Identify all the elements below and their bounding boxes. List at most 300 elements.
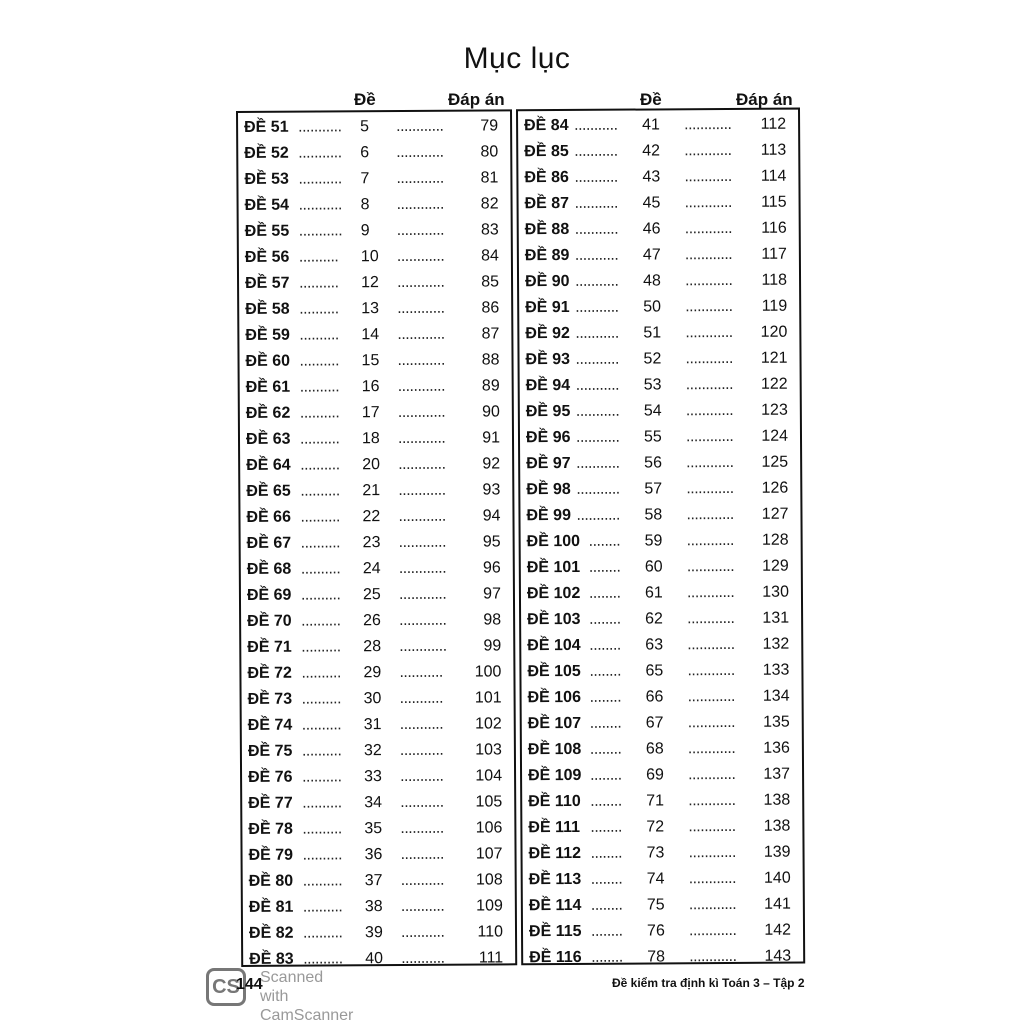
toc-entry-label: ĐỀ 103	[527, 610, 581, 629]
toc-de-page: 50	[643, 298, 662, 316]
toc-dap-an-page: 109	[476, 897, 503, 915]
toc-de-page: 20	[362, 456, 381, 474]
dot-leader: ..........	[302, 846, 343, 864]
toc-row	[240, 399, 512, 427]
toc-dap-an-page: 113	[760, 141, 787, 159]
dot-leader: ............	[687, 661, 735, 680]
dot-leader: ........	[590, 844, 623, 862]
toc-de-page: 17	[361, 404, 380, 422]
dot-leader: ............	[688, 843, 736, 862]
toc-dap-an-page: 115	[760, 193, 787, 211]
toc-de-page: 68	[645, 740, 664, 758]
toc-de-page: 56	[644, 454, 663, 472]
toc-row	[522, 684, 802, 712]
dot-leader: ............	[687, 609, 735, 628]
toc-row	[521, 528, 801, 556]
toc-row	[519, 216, 799, 244]
toc-row	[519, 242, 799, 270]
toc-de-page: 29	[363, 664, 382, 682]
dot-leader: ...........	[574, 220, 619, 238]
toc-dap-an-page: 97	[483, 585, 502, 603]
toc-row	[239, 269, 511, 297]
header-dap-an-right: Đáp án	[736, 90, 793, 109]
dot-leader: ..........	[302, 768, 342, 786]
toc-de-page: 35	[364, 820, 383, 838]
toc-row	[242, 737, 514, 765]
toc-dap-an-page: 126	[761, 479, 789, 497]
dot-leader: ............	[397, 377, 446, 396]
toc-de-page: 55	[643, 428, 662, 446]
header-de-right: Đề	[640, 90, 662, 109]
dot-leader: ............	[689, 947, 737, 966]
dot-leader: ...........	[400, 793, 444, 812]
toc-table	[236, 108, 805, 969]
toc-dap-an-page: 122	[760, 375, 788, 393]
toc-entry-label: ĐỀ 115	[528, 922, 582, 941]
toc-dap-an-page: 98	[483, 611, 502, 629]
dot-leader: ..........	[299, 404, 340, 422]
toc-de-page: 15	[361, 352, 380, 370]
dot-leader: ...........	[576, 480, 620, 498]
toc-dap-an-page: 79	[480, 117, 499, 135]
toc-entry-label: ĐỀ 57	[245, 274, 290, 292]
dot-leader: ........	[591, 948, 623, 966]
toc-row	[241, 555, 513, 583]
toc-de-page: 12	[360, 274, 379, 292]
toc-dap-an-page: 93	[482, 481, 501, 499]
page-title: Mục lục	[463, 42, 571, 75]
toc-dap-an-page: 124	[761, 427, 789, 445]
toc-de-page: 48	[642, 272, 661, 290]
dot-leader: ........	[590, 922, 623, 940]
dot-leader: ..........	[299, 300, 339, 318]
toc-de-page: 23	[362, 534, 381, 552]
toc-de-page: 51	[643, 324, 662, 342]
toc-de-page: 52	[643, 350, 662, 368]
toc-row	[518, 164, 798, 192]
toc-de-page: 75	[646, 896, 665, 914]
dot-leader: ..........	[300, 560, 341, 578]
toc-entry-label: ĐỀ 77	[248, 794, 293, 812]
toc-row	[240, 451, 512, 479]
toc-dap-an-page: 120	[760, 323, 788, 341]
toc-row	[238, 113, 510, 141]
toc-de-page: 62	[645, 610, 663, 628]
toc-row	[520, 476, 800, 504]
toc-de-page: 74	[646, 870, 665, 888]
toc-entry-label: ĐỀ 94	[525, 376, 571, 395]
dot-leader: ............	[396, 169, 444, 188]
toc-de-page: 26	[363, 612, 381, 630]
toc-entry-label: ĐỀ 100	[526, 532, 581, 551]
toc-dap-an-page: 110	[477, 923, 504, 941]
dot-leader: ............	[399, 611, 447, 630]
toc-row	[243, 893, 515, 921]
dot-leader: ........	[590, 792, 622, 810]
toc-row	[523, 892, 803, 920]
toc-entry-label: ĐỀ 82	[248, 924, 294, 942]
dot-leader: ............	[685, 297, 733, 316]
dot-leader: ..........	[303, 950, 343, 968]
toc-entry-label: ĐỀ 78	[248, 820, 293, 838]
toc-dap-an-page: 105	[475, 793, 503, 811]
toc-dap-an-page: 128	[761, 531, 789, 549]
toc-dap-an-page: 88	[481, 351, 500, 369]
toc-dap-an-page: 112	[760, 115, 787, 133]
dot-leader: ...........	[399, 689, 444, 708]
dot-leader: ...........	[574, 142, 618, 160]
dot-leader: ..........	[300, 586, 341, 604]
dot-leader: ..........	[301, 716, 342, 734]
dot-leader: ...........	[400, 819, 444, 838]
toc-entry-label: ĐỀ 52	[244, 144, 289, 162]
toc-entry-label: ĐỀ 76	[248, 768, 293, 786]
toc-entry-label: ĐỀ 92	[525, 324, 570, 343]
toc-entry-label: ĐỀ 111	[528, 818, 581, 837]
dot-leader: ............	[686, 505, 734, 524]
dot-leader: ............	[398, 533, 447, 552]
toc-de-page: 78	[647, 948, 666, 966]
toc-entry-label: ĐỀ 68	[246, 560, 292, 578]
dot-leader: ..........	[301, 638, 341, 656]
toc-de-page: 18	[361, 430, 380, 448]
toc-de-page: 39	[364, 924, 383, 942]
toc-de-page: 65	[645, 662, 664, 680]
toc-de-page: 76	[646, 922, 665, 940]
toc-de-page: 9	[360, 222, 370, 240]
toc-de-page: 36	[364, 846, 383, 864]
toc-row	[518, 112, 798, 140]
toc-row	[519, 268, 799, 296]
toc-dap-an-page: 134	[762, 687, 790, 705]
toc-column-left	[236, 109, 517, 967]
toc-dap-an-page: 135	[762, 713, 790, 731]
toc-entry-label: ĐỀ 105	[527, 662, 581, 681]
toc-row	[521, 580, 801, 608]
dot-leader: ........	[588, 558, 621, 576]
dot-leader: ............	[684, 167, 732, 186]
dot-leader: ............	[398, 455, 446, 474]
dot-leader: ............	[686, 479, 734, 498]
toc-dap-an-page: 138	[763, 817, 791, 835]
dot-leader: ............	[688, 869, 737, 888]
dot-leader: ..........	[299, 352, 340, 370]
dot-leader: ...........	[575, 298, 619, 316]
toc-row	[239, 347, 511, 375]
toc-row	[242, 711, 514, 739]
toc-row	[243, 919, 515, 947]
toc-entry-label: ĐỀ 83	[249, 950, 294, 968]
toc-entry-label: ĐỀ 75	[247, 742, 293, 760]
toc-dap-an-page: 81	[480, 169, 499, 187]
toc-de-page: 34	[364, 794, 383, 812]
dot-leader: ............	[684, 115, 732, 134]
dot-leader: ..........	[302, 872, 343, 890]
dot-leader: ............	[686, 531, 735, 550]
toc-dap-an-page: 90	[481, 403, 500, 421]
dot-leader: ...........	[575, 350, 619, 368]
dot-leader: ...........	[574, 194, 619, 212]
toc-row	[241, 529, 513, 557]
toc-dap-an-page: 127	[761, 505, 789, 523]
toc-de-page: 37	[364, 872, 383, 890]
toc-de-page: 22	[362, 508, 381, 526]
toc-entry-label: ĐỀ 98	[526, 480, 571, 499]
toc-entry-label: ĐỀ 84	[524, 116, 569, 135]
toc-de-page: 58	[644, 506, 663, 524]
toc-de-page: 47	[642, 246, 661, 264]
toc-entry-label: ĐỀ 112	[528, 844, 582, 863]
toc-row	[239, 243, 511, 271]
toc-row	[518, 190, 798, 218]
dot-leader: ..........	[299, 378, 340, 396]
toc-de-page: 6	[360, 144, 370, 162]
dot-leader: ........	[589, 714, 622, 732]
toc-dap-an-page: 86	[481, 299, 500, 317]
toc-entry-label: ĐỀ 96	[525, 428, 571, 447]
toc-row	[238, 139, 510, 167]
dot-leader: ........	[590, 870, 623, 888]
toc-entry-label: ĐỀ 53	[244, 170, 289, 188]
toc-de-page: 72	[646, 818, 665, 836]
toc-dap-an-page: 141	[764, 895, 791, 913]
toc-dap-an-page: 103	[475, 741, 502, 759]
toc-de-page: 14	[361, 326, 380, 344]
dot-leader: ............	[398, 507, 446, 526]
toc-dap-an-page: 101	[474, 689, 502, 707]
toc-de-page: 69	[646, 766, 664, 784]
toc-entry-label: ĐỀ 81	[248, 898, 294, 916]
toc-row	[519, 320, 799, 348]
dot-leader: ............	[687, 687, 735, 706]
toc-de-page: 59	[644, 532, 663, 550]
toc-entry-label: ĐỀ 73	[247, 690, 293, 708]
dot-leader: ............	[685, 427, 734, 446]
toc-row	[522, 762, 802, 790]
dot-leader: ...........	[298, 170, 342, 188]
dot-leader: ............	[687, 635, 735, 654]
toc-entry-label: ĐỀ 91	[525, 298, 570, 317]
toc-row	[242, 841, 514, 869]
toc-entry-label: ĐỀ 70	[247, 612, 292, 630]
dot-leader: ............	[685, 401, 734, 420]
dot-leader: ...........	[575, 428, 620, 446]
toc-dap-an-page: 96	[482, 559, 501, 577]
toc-entry-label: ĐỀ 85	[524, 142, 569, 161]
dot-leader: ............	[685, 349, 733, 368]
toc-entry-label: ĐỀ 107	[527, 714, 582, 733]
dot-leader: ........	[589, 636, 621, 654]
toc-entry-label: ĐỀ 54	[244, 196, 290, 214]
toc-dap-an-page: 133	[762, 661, 790, 679]
dot-leader: ........	[589, 610, 621, 628]
page-number: 144	[236, 976, 263, 993]
dot-leader: ............	[396, 117, 444, 136]
toc-row	[242, 815, 514, 843]
camscanner-text	[260, 968, 353, 1025]
dot-leader: ...........	[400, 767, 444, 786]
toc-de-page: 67	[645, 714, 664, 732]
toc-entry-label: ĐỀ 58	[245, 300, 290, 318]
dot-leader: ............	[397, 403, 446, 422]
dot-leader: ........	[589, 688, 622, 706]
dot-leader: ............	[686, 583, 735, 602]
toc-entry-label: ĐỀ 95	[525, 402, 571, 421]
toc-dap-an-page: 80	[480, 143, 499, 161]
header-de-left: Đề	[354, 90, 376, 109]
toc-entry-label: ĐỀ 59	[245, 326, 290, 344]
toc-dap-an-page: 95	[482, 533, 501, 551]
toc-entry-label: ĐỀ 69	[246, 586, 292, 604]
dot-leader: ...........	[574, 168, 618, 186]
toc-dap-an-page: 94	[482, 507, 501, 525]
camscanner-brand-text: CamScanner	[260, 1007, 354, 1024]
dot-leader: ............	[398, 481, 446, 500]
toc-de-page: 25	[362, 586, 381, 604]
dot-leader: ............	[396, 195, 444, 214]
dot-leader: ..........	[300, 482, 340, 500]
dot-leader: ...........	[401, 949, 445, 968]
toc-row	[239, 295, 511, 323]
header-dap-an-left: Đáp án	[448, 90, 505, 109]
dot-leader: ...........	[576, 454, 620, 472]
toc-entry-label: ĐỀ 60	[245, 352, 291, 370]
toc-de-page: 73	[646, 844, 665, 862]
toc-de-page: 16	[361, 378, 380, 396]
dot-leader: ............	[687, 713, 736, 732]
toc-row	[522, 736, 802, 764]
toc-dap-an-page: 114	[760, 167, 787, 185]
toc-de-page: 60	[644, 558, 663, 576]
scanned-with-text: Scanned with	[260, 969, 324, 1005]
toc-dap-an-page: 111	[478, 949, 504, 967]
toc-de-page: 66	[645, 688, 664, 706]
toc-de-page: 32	[363, 742, 382, 760]
toc-row	[523, 944, 803, 972]
toc-row	[521, 554, 801, 582]
toc-column-right	[516, 108, 805, 966]
dot-leader: ...........	[399, 715, 444, 734]
toc-de-page: 28	[363, 638, 382, 656]
dot-leader: ...........	[399, 741, 444, 760]
toc-row	[519, 346, 799, 374]
dot-leader: ..........	[302, 794, 342, 812]
toc-entry-label: ĐỀ 87	[524, 194, 570, 213]
toc-row	[238, 165, 510, 193]
toc-dap-an-page: 100	[474, 663, 502, 681]
toc-row	[241, 633, 513, 661]
dot-leader: ...........	[298, 222, 343, 240]
toc-dap-an-page: 84	[481, 247, 499, 265]
dot-leader: ...........	[298, 118, 342, 136]
toc-row	[239, 321, 511, 349]
toc-row	[523, 918, 803, 946]
toc-row	[243, 867, 515, 895]
dot-leader: ............	[398, 585, 447, 604]
toc-dap-an-page: 85	[481, 273, 500, 291]
toc-entry-label: ĐỀ 108	[527, 740, 582, 759]
dot-leader: ............	[684, 193, 732, 212]
toc-de-page: 57	[644, 480, 663, 498]
dot-leader: ............	[686, 453, 734, 472]
toc-de-page: 43	[642, 168, 661, 186]
toc-dap-an-page: 106	[475, 819, 503, 837]
toc-de-page: 53	[643, 376, 662, 394]
camscanner-logo-icon: CS	[206, 968, 246, 1006]
toc-row	[240, 425, 512, 453]
toc-dap-an-page: 117	[761, 245, 787, 263]
dot-leader: ............	[688, 921, 737, 940]
toc-entry-label: ĐỀ 97	[526, 454, 571, 473]
dot-leader: ........	[590, 766, 622, 784]
toc-dap-an-page: 104	[475, 767, 503, 785]
toc-dap-an-page: 140	[763, 869, 791, 887]
dot-leader: ............	[684, 271, 733, 290]
dot-leader: ..........	[301, 690, 342, 708]
toc-entry-label: ĐỀ 101	[526, 558, 581, 577]
dot-leader: ............	[686, 557, 735, 576]
toc-row	[519, 294, 799, 322]
toc-de-page: 21	[362, 482, 381, 500]
dot-leader: ..........	[299, 326, 339, 344]
toc-entry-label: ĐỀ 86	[524, 168, 569, 187]
toc-entry-label: ĐỀ 109	[528, 766, 582, 785]
toc-row	[241, 659, 513, 687]
toc-dap-an-page: 123	[761, 401, 788, 419]
toc-row	[520, 372, 800, 400]
dot-leader: ..........	[302, 820, 342, 838]
toc-de-page: 40	[365, 950, 384, 968]
toc-row	[522, 840, 802, 868]
toc-entry-label: ĐỀ 65	[246, 482, 291, 500]
toc-row	[518, 138, 798, 166]
toc-dap-an-page: 99	[483, 637, 502, 655]
toc-dap-an-page: 143	[764, 947, 792, 965]
dot-leader: ...........	[400, 923, 445, 942]
toc-entry-label: ĐỀ 113	[528, 870, 582, 889]
toc-row	[522, 788, 802, 816]
toc-dap-an-page: 130	[762, 583, 790, 601]
toc-entry-label: ĐỀ 63	[245, 430, 291, 448]
toc-entry-label: ĐỀ 104	[527, 636, 581, 655]
toc-row	[521, 606, 801, 634]
dot-leader: ..........	[301, 612, 341, 630]
toc-entry-label: ĐỀ 80	[248, 872, 294, 890]
toc-dap-an-page: 125	[761, 453, 789, 471]
toc-entry-label: ĐỀ 66	[246, 508, 292, 526]
toc-de-page: 7	[360, 170, 370, 188]
toc-entry-label: ĐỀ 61	[245, 378, 291, 396]
toc-entry-label: ĐỀ 106	[527, 688, 582, 707]
dot-leader: ............	[684, 219, 733, 238]
toc-dap-an-page: 118	[761, 271, 788, 289]
dot-leader: ........	[590, 818, 622, 836]
toc-dap-an-page: 136	[763, 739, 790, 757]
toc-dap-an-page: 139	[763, 843, 791, 861]
toc-entry-label: ĐỀ 90	[524, 272, 570, 291]
toc-dap-an-page: 89	[481, 377, 500, 395]
toc-de-page: 31	[363, 716, 382, 734]
toc-de-page: 46	[642, 220, 661, 238]
dot-leader: ............	[396, 221, 445, 240]
dot-leader: ...........	[400, 871, 445, 890]
toc-dap-an-page: 91	[482, 429, 501, 447]
toc-row	[242, 789, 514, 817]
toc-dap-an-page: 138	[763, 791, 791, 809]
toc-dap-an-page: 131	[762, 609, 790, 627]
toc-entry-label: ĐỀ 116	[529, 948, 582, 967]
dot-leader: ............	[688, 791, 736, 810]
